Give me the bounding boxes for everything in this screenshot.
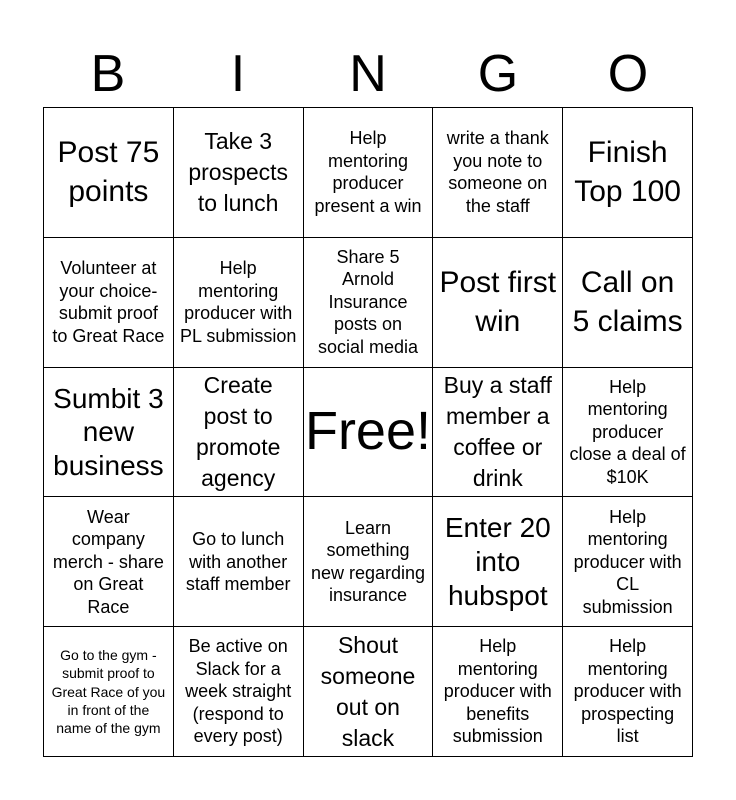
header-letter-i: I	[230, 45, 246, 103]
bingo-cell-r1c4[interactable]	[433, 108, 563, 238]
header-letter-g: G	[477, 45, 519, 103]
bingo-cell-r3c5[interactable]	[563, 368, 693, 498]
cell-text: Enter 20 into hubspot	[444, 512, 551, 611]
cell-text: Buy a staff member a coffee or drink	[443, 371, 552, 492]
cell-text: Help mentoring producer with benefits submission	[443, 636, 552, 747]
header-letter-n: N	[349, 45, 387, 103]
cell-text: Share 5 Arnold Insurance posts on social media	[317, 246, 419, 357]
cell-text: Sumbit 3 new business	[53, 382, 164, 481]
bingo-cell-r5c5[interactable]	[563, 627, 693, 757]
bingo-cell-r4c4[interactable]	[433, 497, 563, 627]
cell-text: Help mentoring producer with PL submission	[180, 258, 297, 346]
cell-text: Take 3 prospects to lunch	[188, 127, 289, 216]
bingo-cell-r5c1[interactable]	[44, 627, 174, 757]
cell-text: Post first win	[439, 266, 557, 339]
bingo-cell-r5c2[interactable]	[174, 627, 304, 757]
bingo-cell-r2c4[interactable]	[433, 238, 563, 368]
bingo-cell-r3c2[interactable]	[174, 368, 304, 498]
bingo-cell-r1c5[interactable]	[563, 108, 693, 238]
cell-text: Go to the gym - submit proof to Great Race of you in front of the name of the gym	[51, 647, 166, 736]
cell-text: Learn something new regarding insurance	[310, 517, 426, 606]
bingo-cell-r1c2[interactable]	[174, 108, 304, 238]
cell-text: Help mentoring producer with prospecting list	[573, 636, 682, 747]
bingo-cell-free[interactable]	[304, 368, 434, 498]
cell-text: Go to lunch with another staff member	[185, 529, 291, 595]
cell-text: Wear company merch - share on Great Race	[52, 506, 164, 617]
bingo-board	[43, 107, 693, 757]
bingo-cell-r2c5[interactable]	[563, 238, 693, 368]
cell-text: Help mentoring producer close a deal of $10K	[569, 376, 686, 487]
header-letter-b: B	[90, 45, 126, 103]
cell-text: Be active on Slack for a week straight (respond to every post)	[185, 636, 292, 747]
bingo-cell-r2c1[interactable]	[44, 238, 174, 368]
bingo-cell-r4c3[interactable]	[304, 497, 434, 627]
cell-text: Create post to promote agency	[196, 371, 281, 492]
cell-text: Call on 5 claims	[572, 266, 683, 339]
bingo-cell-r1c3[interactable]	[304, 108, 434, 238]
free-space-text: Free!	[304, 401, 432, 462]
cell-text: write a thank you note to someone on the staff	[446, 128, 549, 216]
cell-text: Help mentoring producer present a win	[314, 128, 422, 216]
bingo-cell-r2c3[interactable]	[304, 238, 434, 368]
header-letter-o: O	[607, 45, 649, 103]
bingo-cell-r4c1[interactable]	[44, 497, 174, 627]
cell-text: Help mentoring producer with CL submission	[573, 506, 682, 617]
bingo-cell-r5c3[interactable]	[304, 627, 434, 757]
cell-text: Shout someone out on slack	[320, 631, 416, 751]
bingo-cell-r4c5[interactable]	[563, 497, 693, 627]
bingo-cell-r3c1[interactable]	[44, 368, 174, 498]
bingo-cell-r5c4[interactable]	[433, 627, 563, 757]
bingo-cell-r4c2[interactable]	[174, 497, 304, 627]
bingo-cell-r3c4[interactable]	[433, 368, 563, 498]
cell-text: Post 75 points	[57, 136, 160, 209]
cell-text: Volunteer at your choice- submit proof to Great Race	[52, 258, 165, 346]
bingo-header	[43, 44, 693, 104]
cell-text: Finish Top 100	[574, 136, 681, 209]
bingo-cell-r2c2[interactable]	[174, 238, 304, 368]
bingo-cell-r1c1[interactable]	[44, 108, 174, 238]
